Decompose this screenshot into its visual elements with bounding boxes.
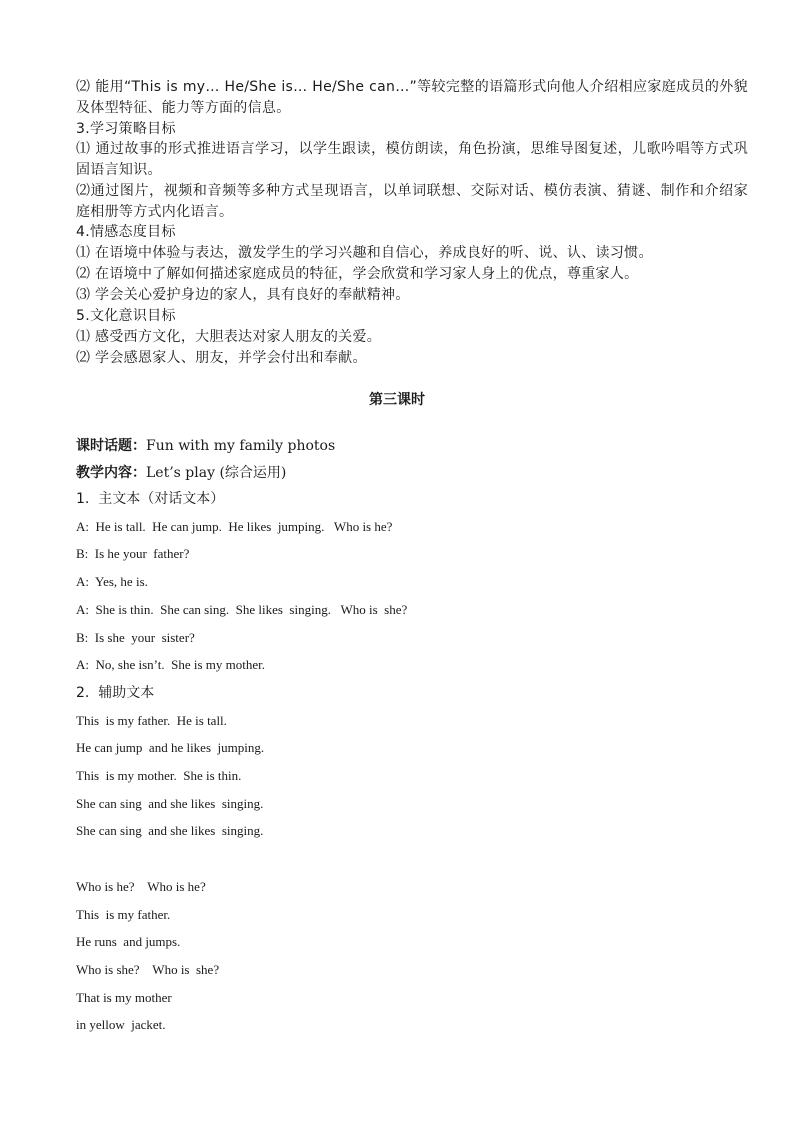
section-heading: 2. 辅助文本 bbox=[76, 684, 155, 701]
text-line: A: She is thin. She can sing. She likes singing. Who is she? bbox=[76, 601, 408, 617]
content-line bbox=[76, 462, 286, 482]
text-line: Who is she? Who is she? bbox=[76, 961, 220, 977]
objective-paragraph: ⑵ 学会感恩家人、朋友，并学会付出和奉献。 bbox=[76, 350, 367, 366]
text-line: in yellow jacket. bbox=[76, 1017, 166, 1033]
text-line: Who is he? Who is he? bbox=[76, 878, 206, 894]
text-line: This is my father. bbox=[76, 906, 171, 922]
text-line: This is my mother. She is thin. bbox=[76, 768, 242, 783]
text-line: She can sing and she likes singing. bbox=[76, 823, 264, 839]
text-line: A: No, she isn’t. She is my mother. bbox=[76, 657, 265, 673]
text-line: B: Is she your sister? bbox=[76, 629, 195, 645]
objective-paragraph: ⑵ 能用“This is my… He/She is… He/She can…”等较完整的语篇形式向他人介绍相应家庭成员的外貌及体型特征、能力等方面的信息。 bbox=[76, 79, 748, 116]
text-line: She can sing and she likes singing. bbox=[76, 795, 264, 811]
objective-paragraph: ⑵通过图片，视频和音频等多种方式呈现语言，以单词联想、交际对话、模仿表演、猜谜、制作和介绍家庭相册等方式内化语言。 bbox=[76, 183, 748, 220]
text-line: This is my father. He is tall. bbox=[76, 712, 227, 728]
objective-paragraph: ⑴ 通过故事的形式推进语言学习，以学生跟读，模仿朗读，角色扮演，思维导图复述，儿歌吟唱等方式巩固语言知识。 bbox=[76, 141, 748, 178]
topic-value: Fun with my family photos bbox=[146, 438, 336, 454]
text-line: He can jump and he likes jumping. bbox=[76, 740, 265, 756]
objective-paragraph: ⑵ 在语境中了解如何描述家庭成员的特征，学会欣赏和学习家人身上的优点，尊重家人。 bbox=[76, 266, 639, 282]
lesson-title: 第三课时 bbox=[369, 392, 425, 408]
text-line: A: He is tall. He can jump. He likes jumping. Who is he? bbox=[76, 518, 393, 534]
content-value: Let’s play (综合运用) bbox=[146, 465, 287, 481]
objective-paragraph: 4.情感态度目标 bbox=[76, 224, 176, 240]
text-line: He runs and jumps. bbox=[76, 934, 181, 950]
text-line: B: Is he your father? bbox=[76, 546, 190, 562]
content-label: 教学内容： bbox=[76, 465, 146, 481]
objective-paragraph: 3.学习策略目标 bbox=[76, 121, 176, 137]
objective-paragraph: ⑶ 学会关心爱护身边的家人，具有良好的奉献精神。 bbox=[76, 287, 410, 303]
section-heading: 1. 主文本（对话文本） bbox=[76, 491, 225, 507]
objective-paragraph: ⑴ 在语境中体验与表达，激发学生的学习兴趣和自信心，养成良好的听、说、认、读习惯。 bbox=[76, 245, 653, 261]
topic-label: 课时话题： bbox=[76, 438, 146, 454]
topic-line bbox=[76, 435, 335, 455]
text-line: A: Yes, he is. bbox=[76, 574, 148, 590]
objective-paragraph: ⑴ 感受西方文化，大胆表达对家人朋友的关爱。 bbox=[76, 329, 382, 345]
text-line: That is my mother bbox=[76, 989, 172, 1005]
objective-paragraph: 5.文化意识目标 bbox=[76, 308, 176, 324]
